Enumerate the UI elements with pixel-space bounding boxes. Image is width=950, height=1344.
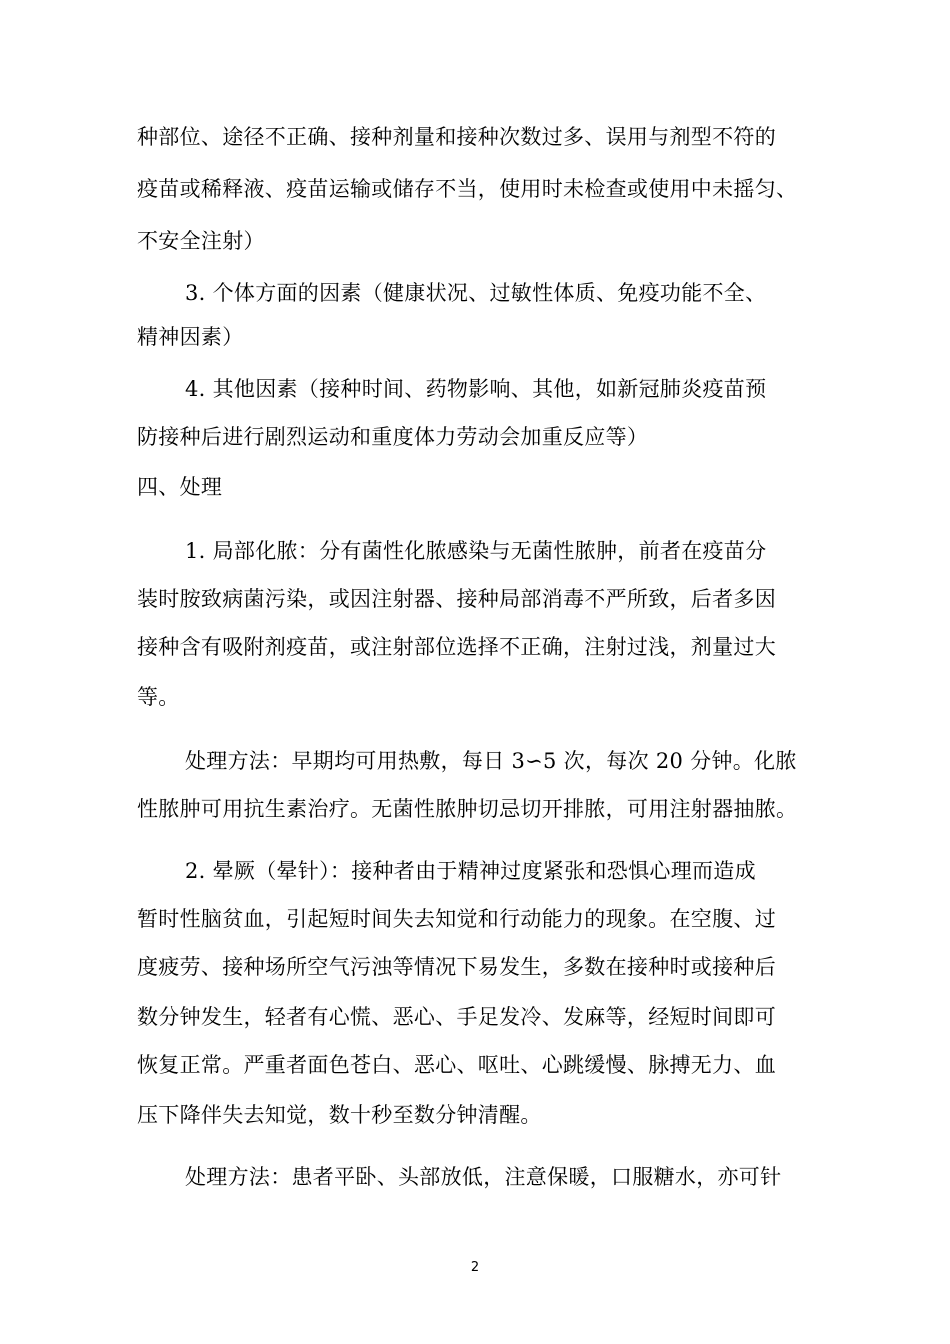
text-line: 恢复正常。严重者面色苍白、恶心、呕吐、心跳缓慢、脉搏无力、血	[137, 1053, 776, 1077]
text-line: 种部位、途径不正确、接种剂量和接种次数过多、误用与剂型不符的	[137, 125, 776, 149]
text-line: 性脓肿可用抗生素治疗。无菌性脓肿切忌切开排脓，可用注射器抽脓。	[137, 797, 798, 821]
text-line: 2. 晕厥（晕针）：接种者由于精神过度紧张和恐惧心理而造成	[185, 859, 756, 883]
text-line: 3. 个体方面的因素（健康状况、过敏性体质、免疫功能不全、	[185, 281, 767, 305]
text-line: 4. 其他因素（接种时间、药物影响、其他，如新冠肺炎疫苗预	[185, 377, 767, 401]
text-line: 不安全注射）	[137, 229, 265, 253]
page-number: 2	[470, 1260, 480, 1275]
text-line: 处理方法：早期均可用热敷，每日 3∽5 次，每次 20 分钟。化脓	[185, 749, 797, 773]
text-line: 等。	[137, 685, 180, 709]
text-line: 1. 局部化脓：分有菌性化脓感染与无菌性脓肿，前者在疫苗分	[185, 539, 767, 563]
text-line: 防接种后进行剧烈运动和重度体力劳动会加重反应等）	[137, 425, 649, 449]
text-line: 装时胺致病菌污染，或因注射器、接种局部消毒不严所致，后者多因	[137, 587, 776, 611]
text-line: 处理方法：患者平卧、头部放低，注意保暖，口服糖水，亦可针	[185, 1165, 782, 1189]
text-line: 数分钟发生，轻者有心慌、恶心、手足发冷、发麻等，经短时间即可	[137, 1005, 776, 1029]
text-line: 接种含有吸附剂疫苗，或注射部位选择不正确，注射过浅，剂量过大	[137, 635, 776, 659]
text-line: 精神因素）	[137, 325, 244, 349]
text-line: 度疲劳、接种场所空气污浊等情况下易发生，多数在接种时或接种后	[137, 955, 776, 979]
section-heading: 四、处理	[137, 475, 223, 499]
text-line: 暂时性脑贫血，引起短时间失去知觉和行动能力的现象。在空腹、过	[137, 907, 776, 931]
text-line: 压下降伴失去知觉，数十秒至数分钟清醒。	[137, 1103, 542, 1127]
text-line: 疫苗或稀释液、疫苗运输或储存不当，使用时未检查或使用中未摇匀、	[137, 177, 798, 201]
